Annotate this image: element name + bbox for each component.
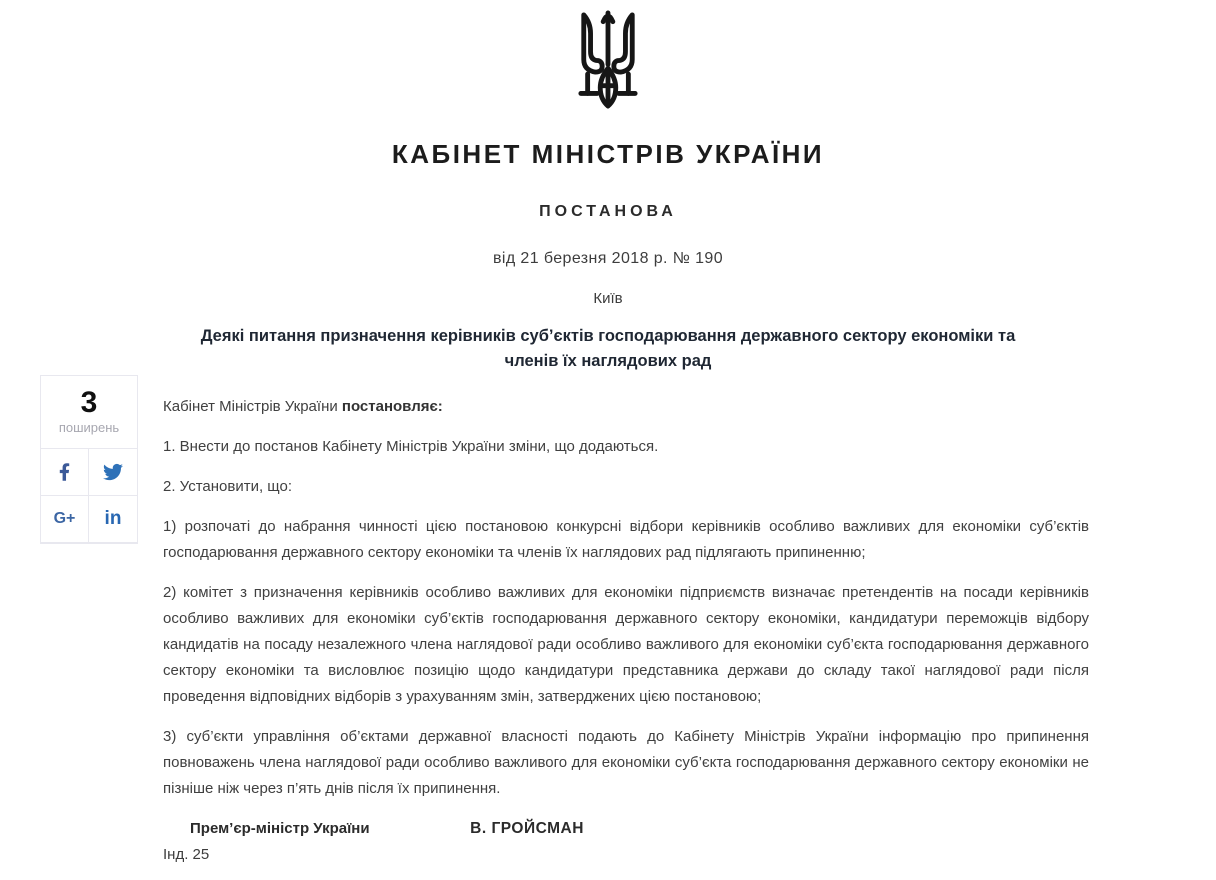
doc-index: Інд. 25: [163, 846, 210, 863]
share-linkedin-button[interactable]: [89, 496, 137, 543]
paragraph-3: 1) розпочаті до набрання чинності цією постановою конкурсні відбори керівників особливо важливих для економіки суб’єктів господарювання державного сектору економіки та членів їх наглядових рад підлягають припиненню;: [163, 518, 1089, 561]
paragraph-2: 2. Установити, що:: [163, 478, 292, 495]
intro-regular: Кабінет Міністрів України: [163, 398, 342, 415]
ukraine-trident-icon: [576, 8, 640, 111]
share-facebook-button[interactable]: [41, 449, 89, 496]
share-count-label: поширень: [58, 420, 120, 435]
twitter-icon: [103, 462, 123, 482]
doc-title: Деякі питання призначення керівників суб’єктів господарювання державного сектору економіки та членів їх наглядових рад: [200, 327, 1016, 370]
emblem-wrap: [0, 8, 1216, 111]
doc-type-label: ПОСТАНОВА: [539, 203, 677, 220]
share-counter: [41, 376, 137, 449]
signature-block: [163, 816, 1089, 842]
share-twitter-button[interactable]: [89, 449, 137, 496]
intro-line: [163, 394, 1089, 420]
linkedin-icon: in: [104, 508, 122, 529]
intro-bold: постановляє:: [341, 398, 443, 415]
paragraph-5: 3) суб’єкти управління об’єктами державної власності подають до Кабінету Міністрів України інформацію про припинення повноважень члена наглядової ради особливо важливого для економіки суб’єкта господарювання державного сектору економіки не пізніше ніж через п’ять днів після їх припинення.: [163, 728, 1089, 797]
google-plus-icon: G+: [53, 510, 76, 527]
doc-city: Київ: [593, 290, 623, 307]
document-body: [163, 394, 1089, 868]
share-count-value: 3: [80, 386, 98, 419]
signature-name: В. ГРОЙСМАН: [470, 820, 584, 837]
facebook-icon: [59, 463, 70, 481]
doc-date-line: від 21 березня 2018 р. № 190: [492, 250, 724, 267]
signature-role: Прем’єр-міністр України: [190, 820, 370, 837]
paragraph-1: 1. Внести до постанов Кабінету Міністрів України зміни, що додаються.: [163, 438, 659, 455]
org-title: КАБІНЕТ МІНІСТРІВ УКРАЇНИ: [391, 139, 825, 169]
document-header: [0, 0, 1216, 374]
share-google-plus-button[interactable]: [41, 496, 89, 543]
paragraph-4: 2) комітет з призначення керівників особливо важливих для економіки підприємств визначає претендентів на посади керівників особливо важливих для економіки суб’єктів господарювання державного сектору економіки, кандидатури переможців відбору кандидатів на посаду незалежного члена наглядової ради особливо важливого для економіки суб’єкта господарювання державного сектору економіки та висловлює позицію щодо кандидатури представника держави до складу такої наглядової ради після проведення відповідних відборів з урахуванням змін, затверджених цією постановою;: [163, 584, 1089, 705]
share-widget: [40, 375, 138, 544]
